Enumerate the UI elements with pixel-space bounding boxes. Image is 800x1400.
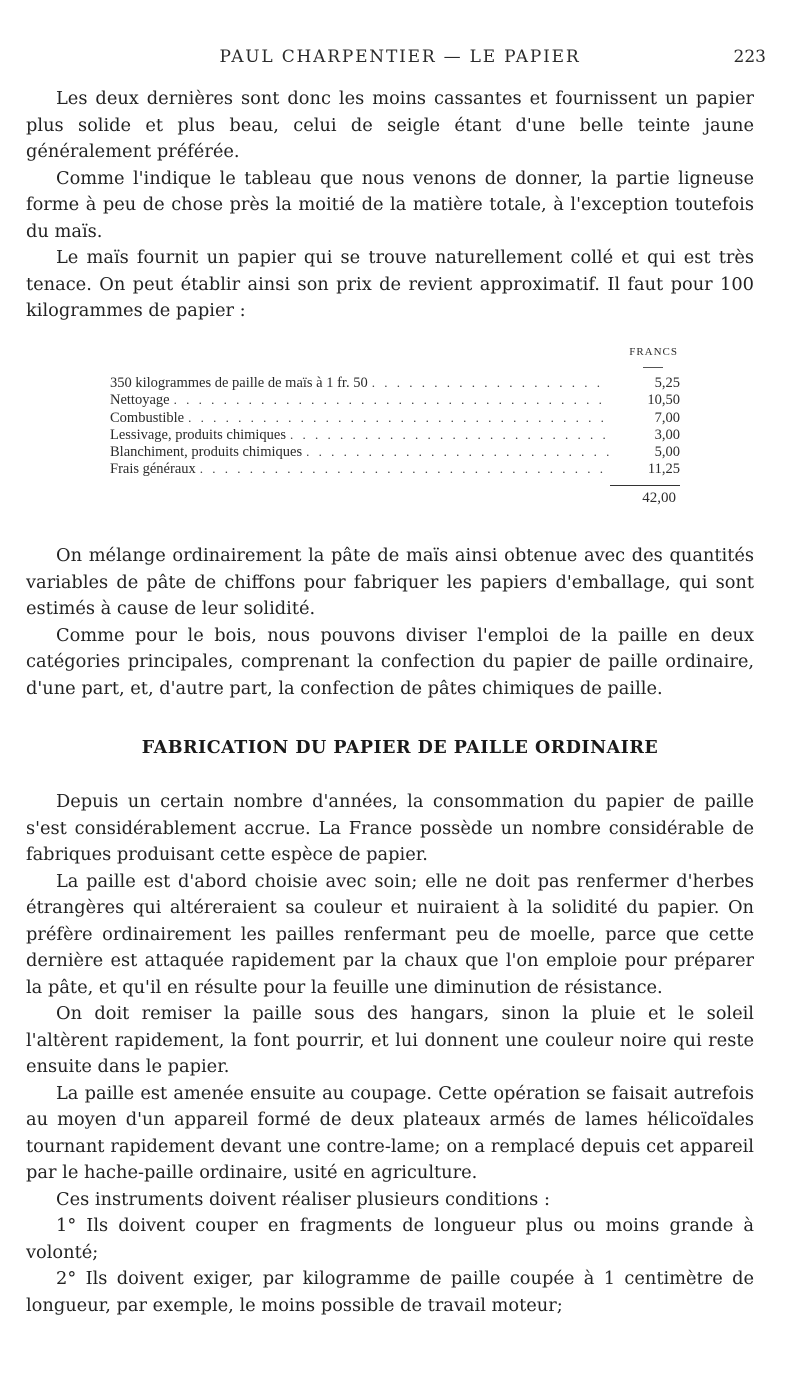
paragraph: Comme pour le bois, nous pouvons diviser l'emploi de la paille en deux catégories principales, comprenant la confection du papier de paille ordinaire, d'une part, et, d'autre part, la confection de pâtes chimiques de paille. [26,624,754,699]
cost-amount: 7,00 [654,409,680,426]
paragraph: La paille est d'abord choisie avec soin; elle ne doit pas renfermer d'herbes étrangères qui altéreraient sa couleur et nuiraient à la solidité du papier. On préfère ordinairement les pailles renfermant peu de moelle, parce que cette dernière est attaquée rapidement par la chaux que l'on emploie pour préparer la pâte, et qu'il en résulte pour la feuille une diminution de résistance. [26,870,754,998]
intro-text [26,86,754,325]
paragraph: La paille est amenée ensuite au coupage. Cette opération se faisait autrefois au moyen d'un appareil formé de deux plateaux armés de lames hélicoïdales tournant rapidement devant une contre-lame; on a remplacé depuis cet appareil par le hache-paille ordinaire, usité en agriculture. [26,1082,754,1183]
cost-label: Frais généraux [110,461,196,478]
cost-row [110,409,680,426]
cost-table [110,344,680,508]
cost-amount: 11,25 [647,461,680,478]
paragraph: Ces instruments doivent réaliser plusieurs conditions : [56,1188,550,1210]
paragraph: Comme l'indique le tableau que nous venons de donner, la partie ligneuse forme à peu de chose près la moitié de la matière totale, à l'exception toutefois du maïs. [26,167,754,242]
currency-label: FRANCS [629,346,678,358]
paragraph: On doit remiser la paille sous des hangars, sinon la pluie et le soleil l'altèrent rapidement, la font pourrir, et lui donnent une couleur noire qui reste ensuite dans le papier. [26,1003,754,1077]
dot-leaders [174,391,610,408]
page-number: 223 [733,47,766,67]
cost-amount: 10,50 [647,392,680,409]
cost-amount: 3,00 [654,426,680,443]
cost-row [110,374,680,391]
cost-total: 42,00 [642,490,676,507]
dot-leaders [188,409,610,426]
cost-label: Nettoyage [110,392,170,409]
paragraph: 1° Ils doivent couper en fragments de longueur plus ou moins grande à volonté; [26,1215,754,1263]
post-table-text [26,543,754,702]
dot-leaders [372,374,610,391]
cost-label: Combustible [110,409,185,426]
cost-amount: 5,00 [654,443,680,460]
dot-leaders [306,443,610,460]
cost-label: 350 kilogrammes de paille de maïs à 1 fr. 50 [110,375,368,392]
paragraph: Depuis un certain nombre d'années, la consommation du papier de paille s'est considérablement accrue. La France possède un nombre considérable de fabriques produisant cette espèce de papier. [26,791,754,865]
cost-row [110,443,680,460]
paragraph: Le maïs fournit un papier qui se trouve naturellement collé et qui est très tenace. On peut établir ainsi son prix de revient approximatif. Il faut pour 100 kilogrammes de papier : [26,247,754,321]
paragraph: On mélange ordinairement la pâte de maïs ainsi obtenue avec des quantités variables de pâte de chiffons pour fabriquer les papiers d'emballage, qui sont estimés à cause de leur solidité. [26,545,754,619]
paragraph: Les deux dernières sont donc les moins cassantes et fournissent un papier plus solide et plus beau, celui de seigle étant d'une belle teinte jaune généralement préférée. [26,88,754,162]
total-rule [610,485,680,486]
currency-divider [643,367,663,368]
running-title: PAUL CHARPENTIER — LE PAPIER [219,47,581,67]
cost-row [110,426,680,443]
dot-leaders [200,460,610,477]
section-heading: FABRICATION DU PAPIER DE PAILLE ORDINAIRE [141,738,659,758]
dot-leaders [290,426,610,443]
cost-label: Lessivage, produits chimiques [110,426,286,443]
cost-row [110,391,680,408]
paragraph: 2° Ils doivent exiger, par kilogramme de paille coupée à 1 centimètre de longueur, par exemple, le moins possible de travail moteur; [26,1268,754,1316]
running-head [0,47,800,73]
cost-amount: 5,25 [654,375,680,392]
section-text [26,789,754,1319]
cost-label: Blanchiment, produits chimiques [110,443,303,460]
cost-row [110,460,680,477]
